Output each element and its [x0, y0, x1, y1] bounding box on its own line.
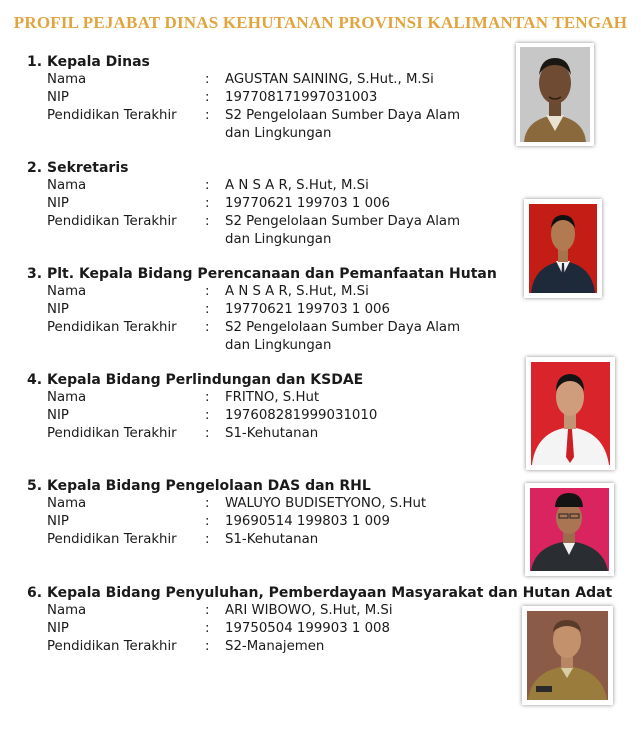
education-label: Pendidikan Terakhir: [47, 532, 177, 547]
name-label: Nama: [47, 390, 87, 405]
official-3-name: A N S A R, S.Hut, M.Si: [225, 284, 369, 299]
official-2-education-cont: dan Lingkungan: [225, 232, 332, 247]
official-1-heading: 1. Kepala Dinas: [27, 54, 150, 70]
official-1-education: S2 Pengelolaan Sumber Daya Alam: [225, 108, 461, 123]
official-2-nip: 19770621 199703 1 006: [225, 196, 390, 211]
name-label: Nama: [47, 178, 87, 193]
nip-label: NIP: [47, 302, 69, 317]
official-5-heading: 5. Kepala Bidang Pengelolaan DAS dan RHL: [27, 478, 371, 494]
official-6-name: ARI WIBOWO, S.Hut, M.Si: [225, 603, 393, 618]
official-2-education: S2 Pengelolaan Sumber Daya Alam: [225, 214, 461, 229]
nip-label: NIP: [47, 196, 69, 211]
official-2-name: A N S A R, S.Hut, M.Si: [225, 178, 369, 193]
official-2-photo: [524, 199, 602, 298]
official-5-education: S1-Kehutanan: [225, 532, 319, 547]
name-label: Nama: [47, 72, 87, 87]
official-5-section: 5. Kepala Bidang Pengelolaan DAS dan RHL Nama : WALUYO BUDISETYONO, S.Hut NIP : 19690514 199803 1 009 Pendidikan Terakhir : S1-Kehutanan: [27, 477, 617, 549]
official-6-heading: 6. Kepala Bidang Penyuluhan, Pemberdayaan Masyarakat dan Hutan Adat: [27, 585, 613, 601]
official-2-section: 2. Sekretaris Nama : A N S A R, S.Hut, M.Si NIP : 19770621 199703 1 006 Pendidikan Terakhir : S2 Pengelolaan Sumber Daya Alam dan Lingkungan: [27, 159, 617, 249]
education-label: Pendidikan Terakhir: [47, 320, 177, 335]
name-label: Nama: [47, 603, 87, 618]
official-5-nip: 19690514 199803 1 009: [225, 514, 390, 529]
official-6-photo: [522, 606, 613, 705]
name-label: Nama: [47, 284, 87, 299]
education-label: Pendidikan Terakhir: [47, 108, 177, 123]
official-3-education: S2 Pengelolaan Sumber Daya Alam: [225, 320, 461, 335]
official-1-education-cont: dan Lingkungan: [225, 126, 332, 141]
official-4-heading: 4. Kepala Bidang Perlindungan dan KSDAE: [27, 372, 364, 388]
nip-label: NIP: [47, 90, 69, 105]
official-1-photo: [516, 43, 594, 146]
name-label: Nama: [47, 496, 87, 511]
education-label: Pendidikan Terakhir: [47, 639, 177, 654]
official-3-education-cont: dan Lingkungan: [225, 338, 332, 353]
official-4-nip: 197608281999031010: [225, 408, 378, 423]
official-4-education: S1-Kehutanan: [225, 426, 319, 441]
official-1-section: 1. Kepala Dinas Nama : AGUSTAN SAINING, S.Hut., M.Si NIP : 197708171997031003 Pendidikan Terakhir : S2 Pengelolaan Sumber Daya Alam dan Lingkungan: [27, 53, 617, 143]
official-5-name: WALUYO BUDISETYONO, S.Hut: [225, 496, 427, 511]
education-label: Pendidikan Terakhir: [47, 214, 177, 229]
official-3-nip: 19770621 199703 1 006: [225, 302, 390, 317]
official-4-photo: [526, 357, 615, 470]
official-6-nip: 19750504 199903 1 008: [225, 621, 390, 636]
official-3-section: 3. Plt. Kepala Bidang Perencanaan dan Pemanfaatan Hutan Nama : A N S A R, S.Hut, M.Si NIP : 19770621 199703 1 006 Pendidikan Terakhir : S2 Pengelolaan Sumber Daya Alam dan Lingkungan: [27, 265, 617, 355]
page-title: PROFIL PEJABAT DINAS KEHUTANAN PROVINSI KALIMANTAN TENGAH: [13, 13, 628, 32]
official-3-heading: 3. Plt. Kepala Bidang Perencanaan dan Pemanfaatan Hutan: [27, 266, 497, 282]
official-6-section: 6. Kepala Bidang Penyuluhan, Pemberdayaan Masyarakat dan Hutan Adat Nama : ARI WIBOWO, S.Hut, M.Si NIP : 19750504 199903 1 008 Pendidikan Terakhir : S2-Manajemen: [27, 584, 617, 656]
nip-label: NIP: [47, 621, 69, 636]
official-4-section: 4. Kepala Bidang Perlindungan dan KSDAE Nama : FRITNO, S.Hut NIP : 197608281999031010 Pendidikan Terakhir : S1-Kehutanan: [27, 371, 617, 443]
official-2-heading: 2. Sekretaris: [27, 160, 129, 176]
nip-label: NIP: [47, 514, 69, 529]
official-4-name: FRITNO, S.Hut: [225, 390, 320, 405]
official-1-name: AGUSTAN SAINING, S.Hut., M.Si: [225, 72, 434, 87]
official-5-photo: [525, 483, 614, 576]
official-1-nip: 197708171997031003: [225, 90, 378, 105]
official-6-education: S2-Manajemen: [225, 639, 325, 654]
nip-label: NIP: [47, 408, 69, 423]
education-label: Pendidikan Terakhir: [47, 426, 177, 441]
